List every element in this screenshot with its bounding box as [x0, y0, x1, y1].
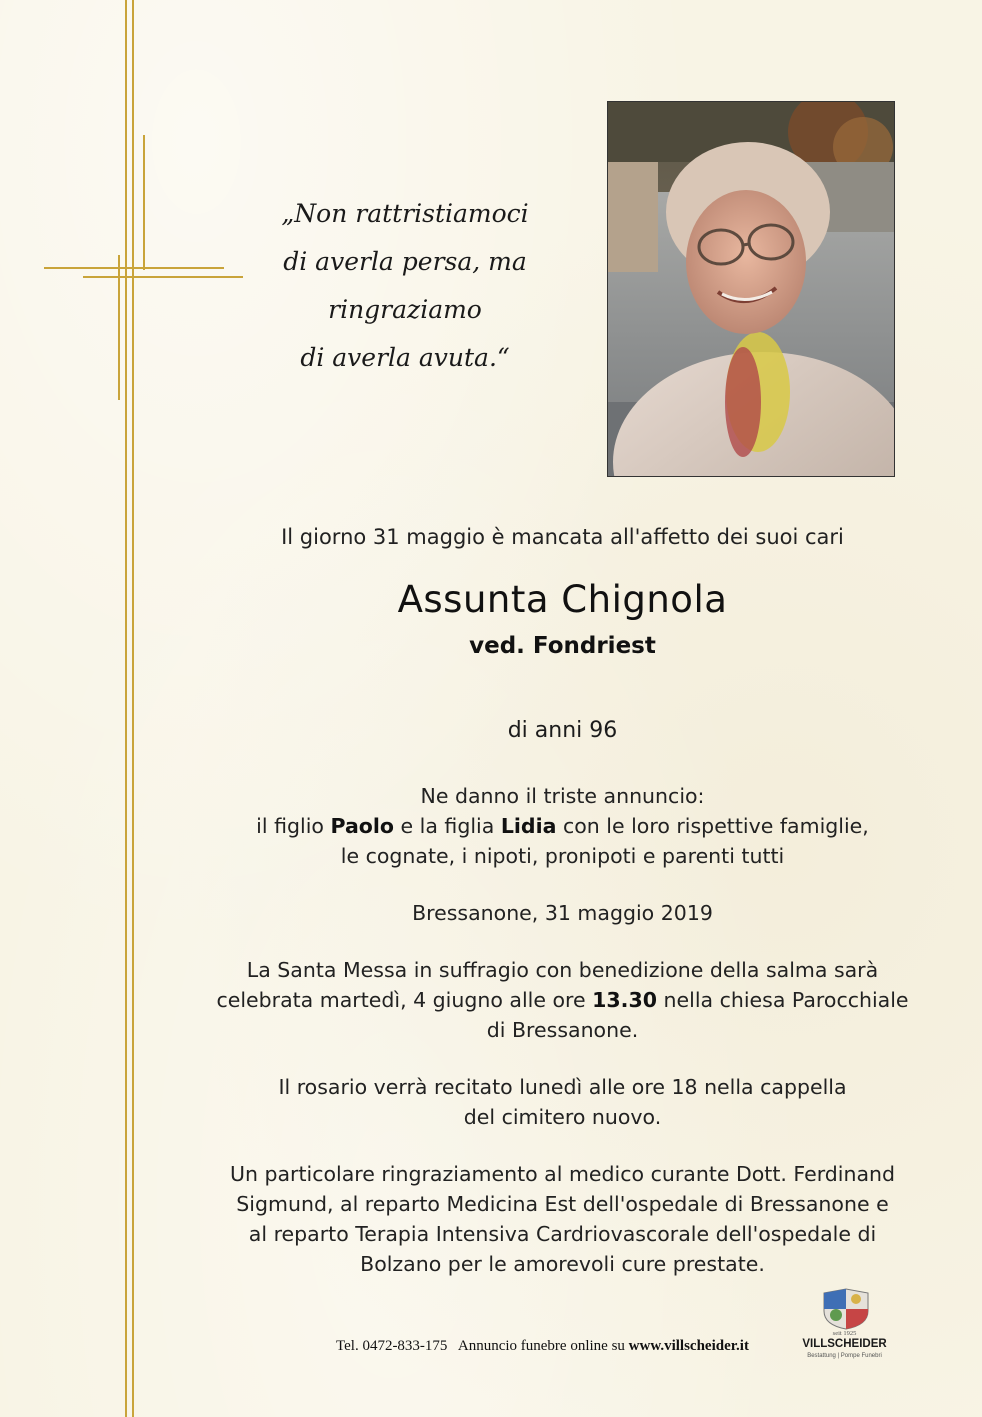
quote-line: ringraziamo: [328, 295, 482, 324]
mass-time: 13.30: [592, 988, 657, 1012]
mass-line: di Bressanone.: [486, 1018, 639, 1042]
rosary-block: [180, 1072, 945, 1132]
logo-name: VILLSCHEIDER: [802, 1338, 887, 1350]
quote-line: „Non rattristiamoci: [281, 199, 529, 228]
quote-line: di averla avuta.“: [300, 343, 510, 372]
place-date: Bressanone, 31 maggio 2019: [412, 901, 713, 925]
rosary-line: del cimitero nuovo.: [463, 1105, 662, 1129]
announce-text: il figlio: [256, 814, 331, 838]
intro-text: Il giorno 31 maggio è mancata all'affetto dei suoi cari: [281, 525, 844, 549]
mass-line: La Santa Messa in suffragio con benedizione della salma sarà: [246, 958, 879, 982]
rosary-line: Il rosario verrà recitato lunedì alle ore 18 nella cappella: [278, 1075, 847, 1099]
mass-block: [180, 955, 945, 1045]
thanks-line: al reparto Terapia Intensiva Cardriovascorale dell'ospedale di: [248, 1222, 877, 1246]
mass-line: [180, 985, 945, 1015]
announcement-block: [180, 781, 945, 871]
logo-subtitle: Bestattung | Pompe Funebri: [807, 1353, 882, 1359]
deceased-name: Assunta Chignola: [397, 578, 728, 621]
footer-website-link[interactable]: www.villscheider.it: [628, 1338, 749, 1354]
age-text: di anni 96: [507, 718, 618, 743]
memorial-quote: [230, 190, 580, 382]
footer-phone: Tel. 0472-833-175: [336, 1338, 448, 1354]
mass-text: celebrata martedì, 4 giugno alle ore: [216, 988, 593, 1012]
announce-text: e la figlia: [393, 814, 501, 838]
announce-line: [180, 811, 945, 841]
announce-line: le cognate, i nipoti, pronipoti e parenti tutti: [340, 844, 785, 868]
logo-since: seit 1925: [832, 1330, 857, 1337]
thanks-line: Sigmund, al reparto Medicina Est dell'ospedale di Bressanone e: [236, 1192, 889, 1216]
thanks-line: Un particolare ringraziamento al medico curante Dott. Ferdinand: [229, 1162, 896, 1186]
thanks-block: [180, 1159, 945, 1279]
announce-line: Ne danno il triste annuncio:: [420, 784, 705, 808]
announce-text: con le loro rispettive famiglie,: [556, 814, 869, 838]
daughter-name: Lidia: [500, 814, 557, 838]
deceased-subname: ved. Fondriest: [469, 633, 656, 659]
son-name: Paolo: [330, 814, 394, 838]
thanks-line: Bolzano per le amorevoli cure prestate.: [360, 1252, 765, 1276]
quote-line: di averla persa, ma: [283, 247, 527, 276]
footer: [336, 1338, 749, 1355]
portrait-photo: [607, 101, 895, 477]
footer-online-text: Annuncio funebre online su: [457, 1338, 625, 1354]
mass-text: nella chiesa Parocchiale: [657, 988, 909, 1012]
